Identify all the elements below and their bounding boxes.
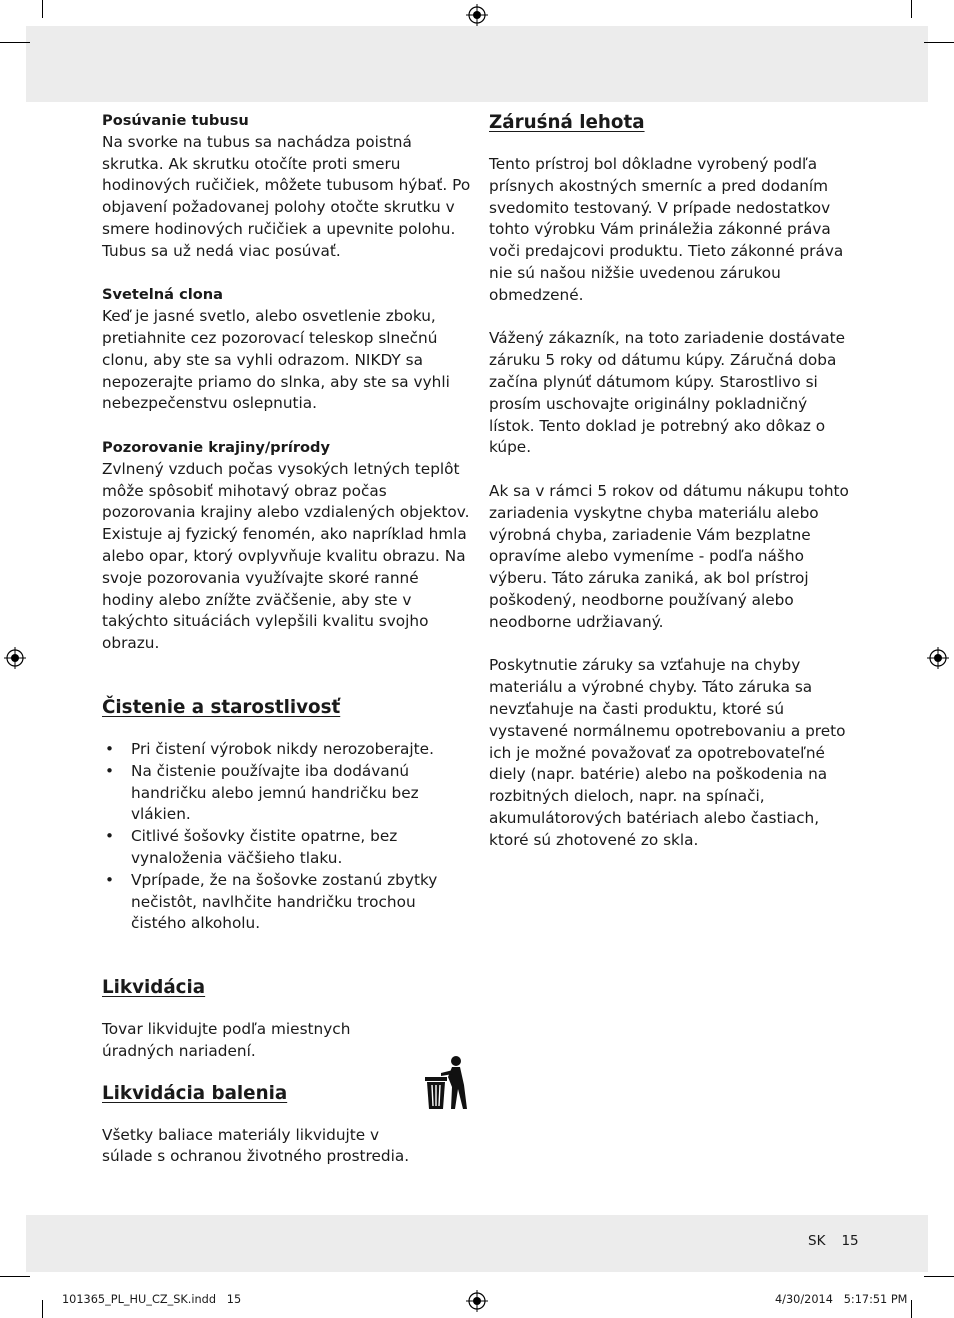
file-slug: 101365_PL_HU_CZ_SK.indd 15 [62, 1293, 242, 1306]
list-item: • Na čistenie používajte iba dodávanú handričku alebo jemnú handričku bez vlákien. [102, 761, 474, 826]
right-column [489, 110, 857, 852]
footer-band [26, 1215, 928, 1272]
crop-mark [42, 0, 43, 18]
warranty-paragraph: Ak sa v rámci 5 rokov od dátumu nákupu tohto zariadenia vyskytne chyba materiálu alebo výrobná chyba, zariadenie Vám bezplatne opravíme alebo vymeníme - podľa nášho výberu. Táto záruka zaniká, ak bol prístroj poškodený, neodborne používaný alebo neodborne udržiavaný. [489, 481, 849, 631]
disposal-heading: Likvidácia [102, 977, 206, 999]
cleaning-heading: Čistenie a starostlivosť [102, 696, 341, 718]
light-shade-heading: Svetelná clona [102, 286, 224, 304]
packaging-heading: Likvidácia balenia [102, 1082, 288, 1104]
registration-mark-icon [466, 4, 488, 26]
crop-mark [42, 1300, 43, 1318]
registration-mark-icon [927, 647, 949, 669]
warranty-paragraph: Poskytnutie záruky sa vzťahuje na chyby materiálu a výrobné chyby. Táto záruka sa nevzťahuje na časti produktu, ktoré sú vystavené normálnemu opotrebovaniu a preto ich je možné považovať za opotrebovateľné diely (napr. batérie) alebo na poškodenia na rozbitných dieloch, napr. na spínači, akumulátorových batériach alebo častiach, ktoré sú zhotovené zo skla. [489, 656, 846, 849]
trash-bin-icon [423, 1055, 469, 1111]
timestamp-slug: 4/30/2014 5:17:51 PM [775, 1293, 908, 1306]
tube-heading: Posúvanie tubusu [102, 112, 249, 129]
list-item: • Citlivé šošovky čistite opatrne, bez vynaloženia väčšieho tlaku. [102, 826, 474, 870]
registration-mark-icon [4, 647, 26, 669]
warranty-heading: Záruśná lehota [489, 112, 645, 133]
crop-mark [911, 0, 912, 18]
crop-mark [911, 1300, 912, 1318]
left-column [102, 110, 474, 1168]
light-shade-text: Keď je jasné svetlo, alebo osvetlenie zboku, pretiahnite cez pozorovací teleskop slnečnú clonu, aby ste sa vyhli odrazom. NIKDY sa nepozerajte priamo do slnka, aby ste sa vyhli nebezpečenstvu oslepnutia. [102, 307, 450, 413]
list-item: • Pri čistení výrobok nikdy nerozoberajte. [102, 739, 474, 761]
warranty-paragraph: Tento prístroj bol dôkladne vyrobený podľa prísnych akostných smerníc a pred dodaním svedomito testovaný. V prípade nedostatkov tohto výrobku Vám prináležia zákonné práva voči predajcovi produktu. Tieto zákonné práva nie sú našou nižšie uvedenou zárukou obmedzené. [489, 155, 844, 304]
crop-mark [0, 42, 30, 43]
tube-text: Na svorke na tubus sa nachádza poistná skrutka. Ak skrutku otočíte proti smeru hodinových ručičiek, môžete tubusom hýbať. Po objavení požadovanej polohy otočte skrutku v smere hodinových ručičiek a upevnite polohu. Tubus sa už nedá viac posúvať. [102, 132, 471, 260]
header-band [26, 26, 928, 102]
disposal-text: Tovar likvidujte podľa miestnych úradných nariadení. [102, 1020, 351, 1060]
crop-mark [924, 42, 954, 43]
language-code: SK [808, 1233, 826, 1249]
landscape-text: Zvlnený vzduch počas vysokých letných teplôt môže spôsobiť mihotavý obraz počas pozorovania krajiny alebo vzdialených objektov. Existuje aj fyzický fenomén, ako napríklad hmla alebo opar, ktorý ovplyvňuje kvalitu obrazu. Na svoje pozorovania využívajte skoré ranné hodiny alebo znížte zväčšenie, aby ste v takýchto situáciách vylepšili kvalitu svojho obrazu. [102, 459, 470, 653]
packaging-text: Všetky baliace materiály likvidujte v súlade s ochranou životného prostredia. [102, 1125, 410, 1166]
registration-mark-icon [466, 1290, 488, 1312]
page-number: 15 [841, 1233, 859, 1249]
crop-mark [924, 1276, 954, 1277]
landscape-heading: Pozorovanie krajiny/prírody [102, 438, 331, 456]
cleaning-list [102, 739, 474, 935]
list-item: • Vprípade, že na šošovke zostanú zbytky nečistôt, navlhčite handričku trochou čistého alkoholu. [102, 870, 474, 935]
warranty-paragraph: Vážený zákazník, na toto zariadenie dostávate záruku 5 roky od dátumu kúpy. Záručná doba začína plynúť dátumom kúpy. Starostlivo si prosím uschovajte originálny pokladničný lístok. Tento doklad je potrebný ako dôkaz o kúpe. [489, 329, 846, 457]
crop-mark [0, 1276, 30, 1277]
page-number-block [808, 1233, 875, 1249]
